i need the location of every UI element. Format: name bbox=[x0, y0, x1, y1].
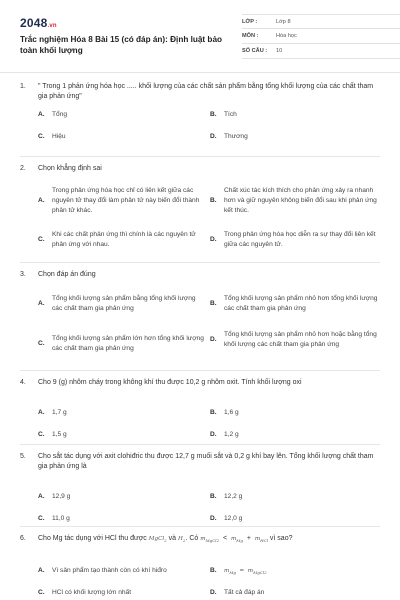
option-letter: B. bbox=[210, 567, 217, 575]
option-text: Vì sản phẩm tạo thành còn có khí hiđro bbox=[52, 567, 167, 575]
option-b[interactable] bbox=[210, 110, 380, 120]
formula-eq: = bbox=[239, 568, 245, 575]
option-b[interactable] bbox=[210, 492, 380, 502]
question-text: Chọn đáp án đúng bbox=[38, 271, 96, 278]
question-number: 1. bbox=[20, 83, 26, 90]
formula-base: m bbox=[230, 536, 237, 542]
meta-value: 10 bbox=[276, 48, 283, 54]
option-b[interactable] bbox=[210, 408, 380, 418]
question-head bbox=[20, 452, 380, 472]
formula-sub: Mg bbox=[229, 570, 236, 576]
option-text: Hiệu bbox=[52, 133, 66, 140]
option-d[interactable] bbox=[210, 514, 380, 524]
option-text: Trong phản ứng hóa học diễn ra sự thay đổi liên kết giữa các nguyên tử. bbox=[224, 231, 376, 248]
option-d[interactable] bbox=[210, 132, 380, 142]
logo-suffix: .vn bbox=[47, 23, 57, 29]
option-letter: C. bbox=[38, 589, 45, 597]
formula-sub: 2 bbox=[264, 570, 267, 576]
options bbox=[20, 180, 380, 260]
option-text: Trong phản ứng hóa học chỉ có liên kết giữa các nguyên tử thay đổi làm phân tử này biến đổi thành phân tử khác. bbox=[52, 187, 200, 214]
option-letter: A. bbox=[38, 567, 45, 575]
meta-row-grade bbox=[242, 14, 400, 29]
option-c[interactable] bbox=[38, 588, 204, 598]
options bbox=[20, 394, 380, 440]
option-letter: D. bbox=[210, 236, 217, 243]
option-letter: C. bbox=[38, 340, 45, 347]
option-text: 1,5 g bbox=[52, 431, 67, 438]
option-c[interactable] bbox=[38, 514, 198, 524]
meta-label: LỚP : bbox=[242, 18, 258, 25]
formula-m-hcl bbox=[255, 536, 268, 542]
options bbox=[20, 108, 380, 156]
divider bbox=[20, 526, 380, 527]
formula-base: m bbox=[224, 568, 230, 575]
divider bbox=[20, 262, 380, 263]
option-a[interactable] bbox=[38, 566, 204, 576]
option-letter: C. bbox=[38, 133, 45, 140]
question-text-have: . Có bbox=[185, 535, 199, 542]
formula-lt: < bbox=[223, 535, 228, 542]
option-text: Tổng khối lượng sản phẩm nhỏ hơn hoặc bằng tổng khối lượng các chất tham gia phản ứng bbox=[224, 331, 377, 348]
option-letter: A. bbox=[38, 493, 45, 500]
question-4 bbox=[20, 378, 380, 440]
option-c[interactable] bbox=[38, 132, 198, 142]
question-head bbox=[20, 378, 380, 388]
formula-m-mgcl2 bbox=[200, 536, 219, 542]
question-text-before: Cho Mg tác dụng với HCl thu được bbox=[38, 535, 147, 542]
option-text: Tích bbox=[224, 111, 237, 118]
option-text: Tổng bbox=[52, 111, 68, 118]
option-text: Khi các chất phản ứng thì chính là các nguyên tử phản ứng với nhau. bbox=[52, 231, 196, 248]
option-c[interactable] bbox=[38, 334, 204, 354]
option-letter: D. bbox=[210, 133, 217, 140]
question-text: Cho sắt tác dụng với axit clohiđric thu được 12,7 g muối sắt và 0,2 g khí bay lên. Tổng khối lượng chất tham gia phản ứng là bbox=[38, 453, 374, 470]
question-6 bbox=[20, 534, 380, 600]
quiz-meta bbox=[242, 14, 400, 59]
formula-base: m bbox=[200, 536, 206, 542]
question-number: 3. bbox=[20, 271, 26, 278]
option-text: 11,0 g bbox=[52, 515, 70, 522]
option-d[interactable] bbox=[210, 330, 382, 350]
question-text bbox=[38, 534, 380, 546]
option-text: Chất xúc tác kích thích cho phản ứng xảy ra nhanh hơn và giữ nguyên không biến đổi sau khi phản ứng kết thúc. bbox=[224, 187, 377, 214]
option-text: HCl có khối lượng lớn nhất bbox=[52, 589, 132, 597]
meta-label: SỐ CÂU : bbox=[242, 48, 268, 54]
option-letter: C. bbox=[38, 236, 45, 243]
meta-label: MÔN : bbox=[242, 33, 259, 39]
header bbox=[20, 14, 380, 74]
option-a[interactable] bbox=[38, 110, 198, 120]
logo-main: 2048 bbox=[20, 16, 48, 30]
question-text: Cho 9 (g) nhôm cháy trong không khí thu được 10,2 g nhôm oxit. Tính khối lượng oxi bbox=[38, 379, 302, 386]
question-2 bbox=[20, 164, 380, 260]
formula-base: H bbox=[178, 536, 183, 542]
question-3 bbox=[20, 270, 380, 366]
options bbox=[20, 552, 380, 600]
option-b[interactable] bbox=[210, 186, 382, 216]
formula-sub: 2 bbox=[164, 538, 167, 544]
formula-sub: 2 bbox=[182, 538, 186, 544]
option-text: 12,0 g bbox=[224, 515, 243, 522]
divider bbox=[0, 72, 400, 73]
divider bbox=[20, 156, 380, 157]
option-letter: D. bbox=[210, 515, 217, 522]
option-letter: B. bbox=[210, 197, 217, 204]
question-number: 5. bbox=[20, 453, 26, 460]
option-c[interactable] bbox=[38, 230, 204, 250]
option-d[interactable] bbox=[210, 430, 380, 440]
question-number: 4. bbox=[20, 379, 26, 386]
formula-base: m bbox=[247, 568, 254, 575]
option-text: 1,7 g bbox=[52, 409, 67, 416]
option-text: 12,9 g bbox=[52, 493, 71, 500]
option-letter: A. bbox=[38, 111, 45, 118]
question-text-after: vì sao? bbox=[269, 535, 293, 542]
options bbox=[20, 478, 380, 526]
option-letter: B. bbox=[210, 409, 217, 416]
question-text: " Trong 1 phản ứng hóa học ..... khối lượng của các chất sản phẩm bằng tổng khối lượng của các chất tham gia phản ứng" bbox=[38, 83, 374, 100]
option-b[interactable] bbox=[210, 566, 380, 578]
formula-base: MgCl bbox=[148, 536, 165, 542]
page-title: Trắc nghiệm Hóa 8 Bài 15 (có đáp án): Định luật bảo toàn khối lượng bbox=[20, 35, 222, 55]
option-text: 12,2 g bbox=[224, 493, 243, 500]
formula-sub: MgCl bbox=[253, 570, 265, 576]
option-d[interactable] bbox=[210, 230, 382, 250]
question-5 bbox=[20, 452, 380, 526]
meta-row-subject bbox=[242, 29, 400, 44]
option-c[interactable] bbox=[38, 430, 198, 440]
formula-sub: 2 bbox=[216, 538, 220, 544]
question-1 bbox=[20, 82, 380, 156]
option-d[interactable] bbox=[210, 588, 380, 598]
option-letter: B. bbox=[210, 300, 217, 307]
formula-base: m bbox=[254, 536, 261, 542]
formula-sub: Mg bbox=[236, 538, 243, 544]
question-text: Chọn khẳng định sai bbox=[38, 165, 102, 172]
question-head bbox=[20, 82, 380, 102]
option-letter: A. bbox=[38, 409, 45, 416]
formula-sub: HCl bbox=[260, 538, 268, 544]
formula-m-mg bbox=[231, 536, 243, 542]
option-letter: D. bbox=[210, 431, 217, 438]
question-text-and: và bbox=[168, 535, 177, 542]
question-number: 6. bbox=[20, 535, 26, 542]
divider bbox=[20, 444, 380, 445]
option-letter: C. bbox=[38, 431, 45, 438]
formula-plus: + bbox=[246, 535, 251, 542]
option-letter: D. bbox=[210, 589, 217, 597]
question-head bbox=[20, 270, 380, 280]
formula-mgcl2 bbox=[149, 536, 167, 542]
option-text: Tổng khối lượng sản phẩm bằng tổng khối lượng các chất tham gia phản ứng bbox=[52, 295, 196, 312]
option-letter: B. bbox=[210, 493, 217, 500]
option-letter: C. bbox=[38, 515, 45, 522]
option-text: Tổng khối lượng sản phẩm lớn hơn tổng khối lượng các chất tham gia phản ứng bbox=[52, 335, 204, 352]
option-a[interactable] bbox=[38, 492, 198, 502]
option-text: 1,2 g bbox=[224, 431, 239, 438]
option-letter: D. bbox=[210, 336, 217, 343]
meta-value: Hóa học bbox=[276, 33, 297, 39]
option-text: 1,6 g bbox=[224, 409, 239, 416]
meta-value: Lớp 8 bbox=[276, 18, 291, 25]
formula-option-b bbox=[224, 566, 267, 578]
option-letter: A. bbox=[38, 197, 45, 204]
formula-sub: MgCl bbox=[205, 538, 217, 544]
divider bbox=[20, 370, 380, 371]
options bbox=[20, 286, 380, 366]
option-b[interactable] bbox=[210, 294, 382, 314]
question-head bbox=[20, 164, 380, 174]
site-logo[interactable] bbox=[20, 16, 57, 30]
meta-row-count bbox=[242, 44, 400, 59]
option-letter: A. bbox=[38, 300, 45, 307]
option-text: Thương bbox=[224, 133, 248, 140]
option-a[interactable] bbox=[38, 186, 204, 216]
question-number: 2. bbox=[20, 165, 26, 172]
option-text: Tổng khối lượng sản phẩm nhỏ hơn tổng khối lượng các chất tham gia phản ứng bbox=[224, 295, 378, 312]
option-a[interactable] bbox=[38, 408, 198, 418]
question-head bbox=[20, 534, 380, 546]
option-a[interactable] bbox=[38, 294, 204, 314]
option-letter: B. bbox=[210, 111, 217, 118]
option-text: Tất cả đáp án bbox=[224, 589, 265, 597]
